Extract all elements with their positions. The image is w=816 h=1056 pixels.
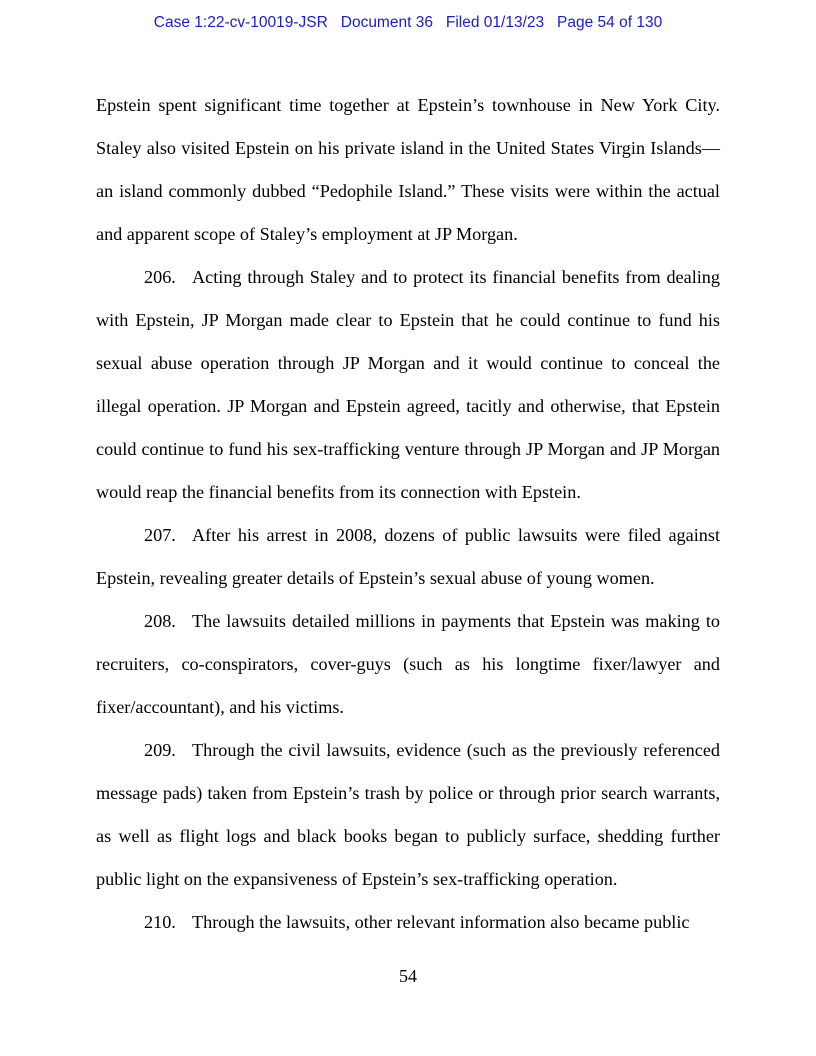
document-number: Document 36 [340,14,433,31]
paragraph-number: 207. [144,525,176,545]
paragraph-207 [96,514,720,600]
paragraph-text: Acting through Staley and to protect its financial benefits from dealing with Epstein, JP Morgan made clear to Epstein that he could continue to fund his sexual abuse operation through JP Morgan and it would continue to conceal the illegal operation. JP Morgan and Epstein agreed, tacitly and otherwise, that Epstein could continue to fund his sex-trafficking venture through JP Morgan and JP Morgan would reap the financial benefits from its connection with Epstein. [96,267,720,502]
paragraph-number: 210. [144,912,176,932]
page-number: 54 [399,966,417,986]
paragraph-text: The lawsuits detailed millions in payments that Epstein was making to recruiters, co-conspirators, cover-guys (such as his longtime fixer/lawyer and fixer/accountant), and his victims. [96,611,720,717]
paragraph-number: 206. [144,267,176,287]
document-body [96,84,720,944]
paragraph-text: Through the lawsuits, other relevant information also became public [192,912,690,932]
paragraph-number: 209. [144,740,176,760]
paragraph-continuation: Epstein spent significant time together at Epstein’s townhouse in New York City. Staley also visited Epstein on his private island in the United States Virgin Islands—an island commonly dubbed “Pedophile Island.” These visits were within the actual and apparent scope of Staley’s employment at JP Morgan. [96,95,720,244]
court-filing-header [0,14,816,32]
paragraph-number: 208. [144,611,176,631]
paragraph-209 [96,729,720,901]
paragraph-208 [96,600,720,729]
paragraph-text: Through the civil lawsuits, evidence (such as the previously referenced message pads) taken from Epstein’s trash by police or through prior search warrants, as well as flight logs and black books began to publicly surface, shedding further public light on the expansiveness of Epstein’s sex-trafficking operation. [96,740,720,889]
paragraph-text: After his arrest in 2008, dozens of public lawsuits were filed against Epstein, revealing greater details of Epstein’s sexual abuse of young women. [96,525,720,588]
case-number: Case 1:22-cv-10019-JSR [153,14,328,31]
filed-date: Filed 01/13/23 [445,14,545,31]
paragraph-210 [96,901,720,944]
page-indicator: Page 54 of 130 [557,14,663,31]
paragraph-206 [96,256,720,514]
